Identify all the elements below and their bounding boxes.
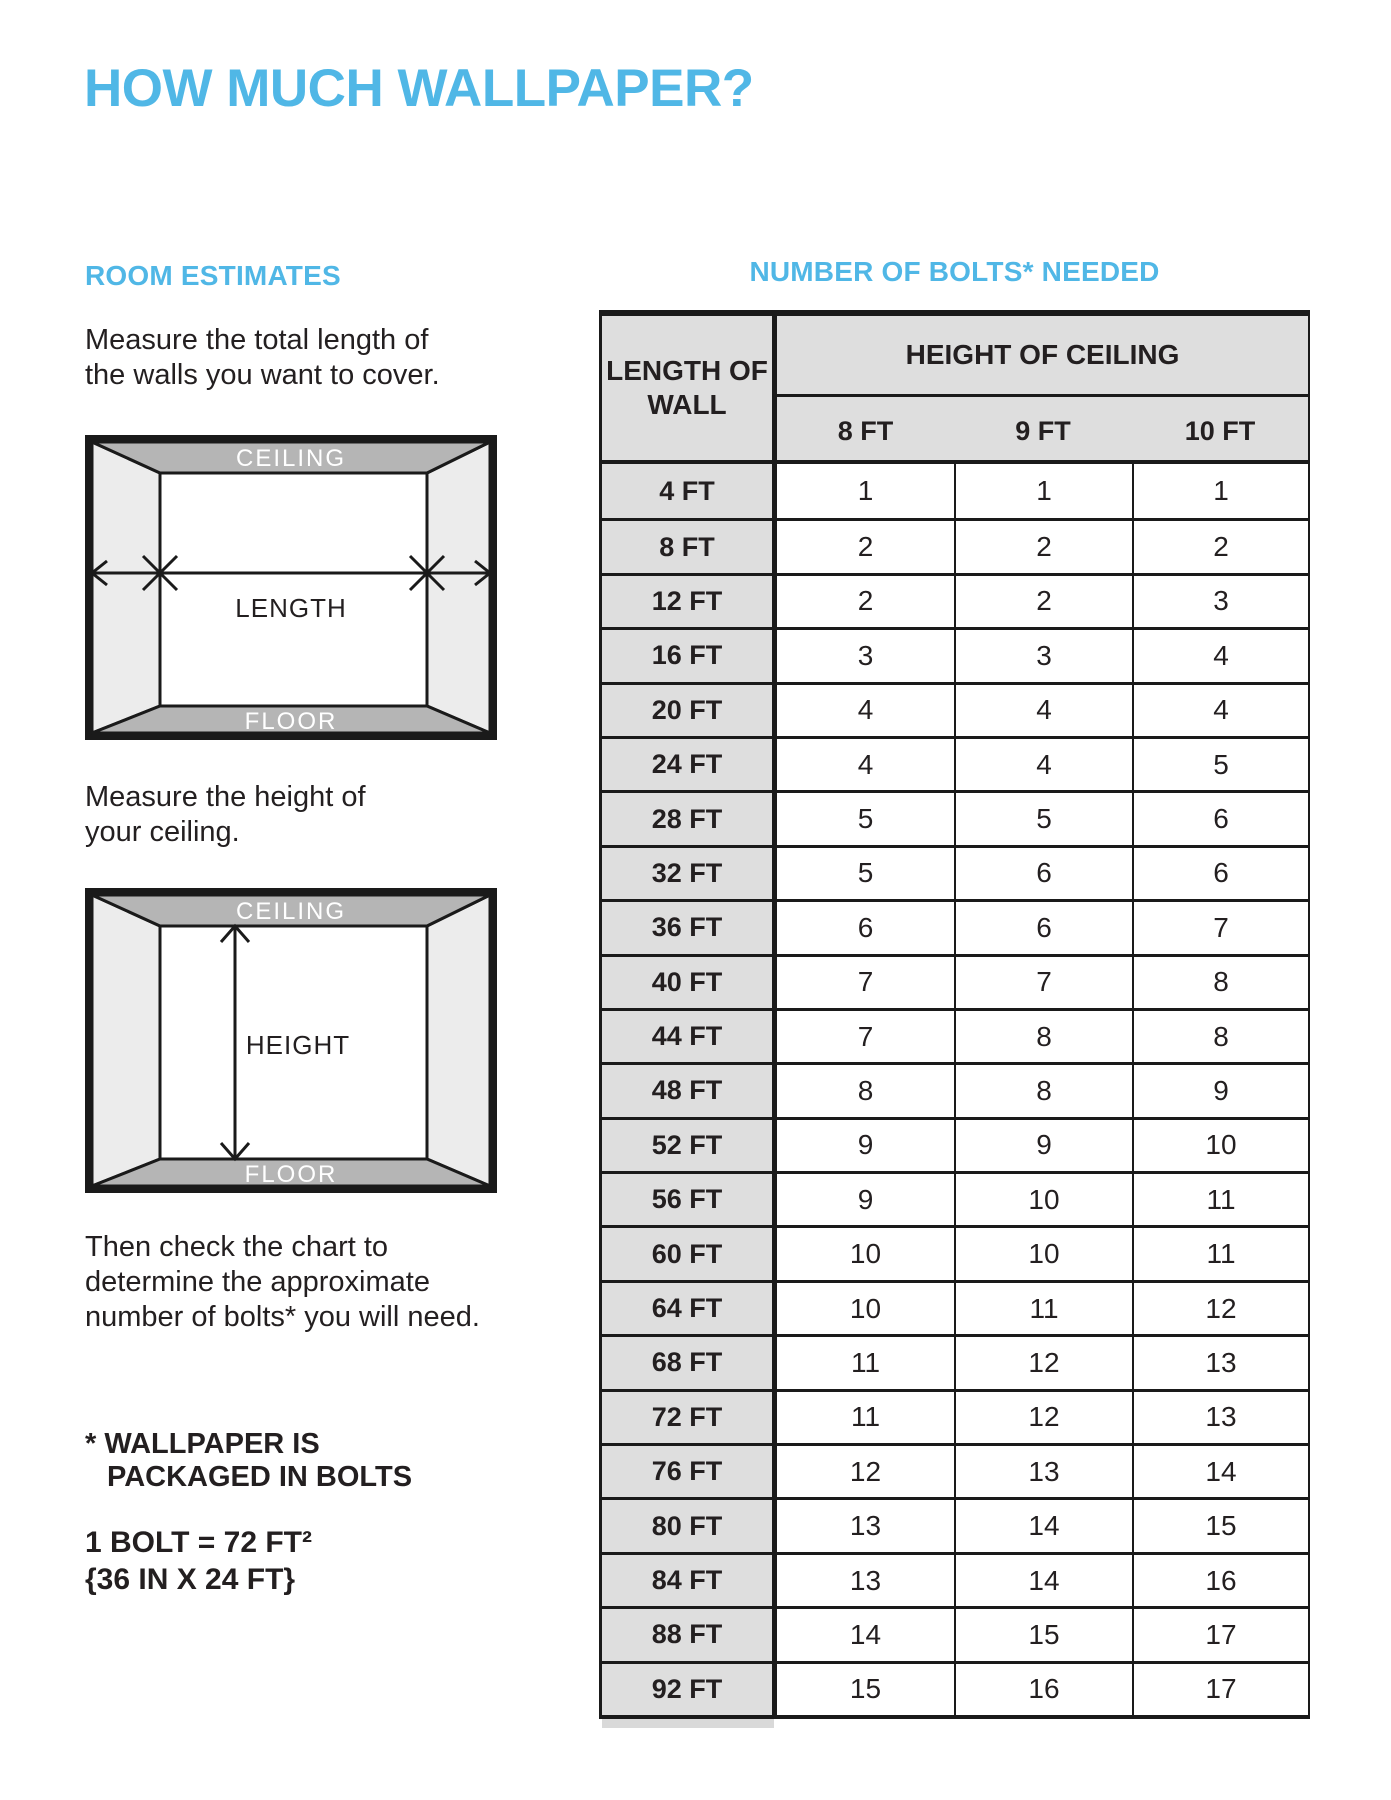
bolt-count-cell: 14 <box>954 1555 1132 1606</box>
floor-label: FLOOR <box>244 708 338 735</box>
bolt-count-cell: 10 <box>954 1174 1132 1225</box>
bolt-count-cell: 6 <box>777 902 954 953</box>
bolt-size-info <box>85 1524 312 1598</box>
bolt-table-body <box>599 460 1310 1715</box>
bolt-count-cell: 4 <box>1132 685 1310 736</box>
bolt-count-cell: 4 <box>777 685 954 736</box>
bolt-count-cell: 9 <box>1132 1065 1310 1116</box>
bolt-count-cell: 12 <box>954 1392 1132 1443</box>
bolt-count-cell: 13 <box>954 1446 1132 1497</box>
footnote-line2: PACKAGED IN BOLTS <box>107 1461 413 1493</box>
wall-length-cell: 80 FT <box>599 1500 777 1551</box>
bolt-count-cell: 1 <box>1132 464 1310 518</box>
table-row <box>599 1334 1310 1388</box>
table-header <box>599 316 1310 460</box>
bolt-count-cell: 7 <box>954 957 1132 1008</box>
bolt-count-cell: 15 <box>777 1664 954 1715</box>
wall-length-cell: 28 FT <box>599 793 777 844</box>
table-row <box>599 573 1310 627</box>
bolt-count-cell: 3 <box>954 630 1132 681</box>
bolt-count-cell: 7 <box>777 957 954 1008</box>
table-bottom-stub <box>602 1719 774 1728</box>
table-row <box>599 790 1310 844</box>
table-row <box>599 736 1310 790</box>
length-of-wall-header: LENGTH OF WALL <box>599 316 777 460</box>
bolt-count-cell: 9 <box>777 1174 954 1225</box>
bolt-dimensions: {36 IN X 24 FT} <box>85 1563 296 1596</box>
table-row <box>599 845 1310 899</box>
bolt-count-cell: 10 <box>777 1283 954 1334</box>
wall-length-cell: 52 FT <box>599 1120 777 1171</box>
table-row <box>599 682 1310 736</box>
bolt-count-cell: 6 <box>1132 848 1310 899</box>
bolt-count-cell: 2 <box>954 576 1132 627</box>
bolt-count-cell: 14 <box>954 1500 1132 1551</box>
ceiling-label: CEILING <box>235 445 347 472</box>
wall-length-cell: 68 FT <box>599 1337 777 1388</box>
step1-text <box>85 323 440 393</box>
length-label: LENGTH <box>235 593 347 623</box>
step3-line3: number of bolts* you will need. <box>85 1301 480 1333</box>
bolt-count-cell: 14 <box>777 1609 954 1660</box>
wall-length-cell: 56 FT <box>599 1174 777 1225</box>
bolt-count-cell: 14 <box>1132 1446 1310 1497</box>
footnote-line1: * WALLPAPER IS <box>85 1428 320 1460</box>
table-row <box>599 1606 1310 1660</box>
table-row <box>599 899 1310 953</box>
bolt-count-cell: 13 <box>1132 1392 1310 1443</box>
table-row <box>599 1117 1310 1171</box>
step1-line2: the walls you want to cover. <box>85 359 440 391</box>
bolt-count-cell: 6 <box>954 848 1132 899</box>
ceiling-label: CEILING <box>235 898 347 925</box>
table-row <box>599 1443 1310 1497</box>
wall-length-cell: 84 FT <box>599 1555 777 1606</box>
length-room-diagram <box>85 435 497 740</box>
bolt-count-cell: 8 <box>954 1065 1132 1116</box>
step1-line1: Measure the total length of <box>85 324 429 356</box>
floor-label: FLOOR <box>244 1161 338 1188</box>
wall-length-cell: 44 FT <box>599 1011 777 1062</box>
bolt-count-cell: 11 <box>954 1283 1132 1334</box>
bolt-count-cell: 5 <box>954 793 1132 844</box>
wall-length-cell: 92 FT <box>599 1664 777 1715</box>
table-row <box>599 1389 1310 1443</box>
wall-length-cell: 60 FT <box>599 1228 777 1279</box>
bolt-count-cell: 4 <box>777 739 954 790</box>
bolt-count-cell: 13 <box>777 1555 954 1606</box>
height-label: HEIGHT <box>245 1030 351 1060</box>
step2-line1: Measure the height of <box>85 781 366 813</box>
table-row <box>599 1171 1310 1225</box>
column-header-10ft: 10 FT <box>1184 416 1256 446</box>
bolt-count-cell: 10 <box>1132 1120 1310 1171</box>
table-row <box>599 1497 1310 1551</box>
right-wall <box>427 895 490 1186</box>
bolt-count-cell: 9 <box>954 1120 1132 1171</box>
wall-length-cell: 12 FT <box>599 576 777 627</box>
wall-length-cell: 20 FT <box>599 685 777 736</box>
height-of-ceiling-header: HEIGHT OF CEILING <box>777 316 1310 397</box>
back-wall <box>160 473 427 706</box>
bolt-count-cell: 3 <box>777 630 954 681</box>
bolt-count-cell: 16 <box>1132 1555 1310 1606</box>
step3-line2: determine the approximate <box>85 1266 430 1298</box>
wall-length-cell: 32 FT <box>599 848 777 899</box>
bolt-count-cell: 1 <box>954 464 1132 518</box>
bolt-count-cell: 3 <box>1132 576 1310 627</box>
bolt-count-cell: 10 <box>777 1228 954 1279</box>
bolt-count-cell: 11 <box>1132 1174 1310 1225</box>
step3-text <box>85 1230 480 1335</box>
wall-length-cell: 64 FT <box>599 1283 777 1334</box>
bolt-count-cell: 4 <box>954 685 1132 736</box>
table-row <box>599 1280 1310 1334</box>
length-room-illustration <box>85 435 497 740</box>
bolt-count-cell: 2 <box>777 576 954 627</box>
table-row <box>599 464 1310 518</box>
bolt-count-cell: 5 <box>777 848 954 899</box>
bolt-count-cell: 4 <box>1132 630 1310 681</box>
bolt-count-cell: 5 <box>1132 739 1310 790</box>
page-title: HOW MUCH WALLPAPER? <box>84 59 754 118</box>
wall-length-cell: 36 FT <box>599 902 777 953</box>
column-header-9ft: 9 FT <box>1015 416 1071 446</box>
bolt-count-cell: 8 <box>954 1011 1132 1062</box>
height-room-diagram <box>85 888 497 1193</box>
bolt-count-cell: 1 <box>777 464 954 518</box>
bolt-count-cell: 17 <box>1132 1664 1310 1715</box>
step3-line1: Then check the chart to <box>85 1231 389 1263</box>
column-header-8ft: 8 FT <box>837 416 894 446</box>
bolt-count-cell: 5 <box>777 793 954 844</box>
room-estimates-heading: ROOM ESTIMATES <box>85 260 341 291</box>
height-room-illustration <box>85 888 497 1193</box>
bolt-count-cell: 11 <box>777 1392 954 1443</box>
bolt-count-cell: 15 <box>954 1609 1132 1660</box>
bolts-footnote <box>85 1428 412 1494</box>
bolt-count-cell: 16 <box>954 1664 1132 1715</box>
ceiling-height-subheaders <box>777 397 1310 460</box>
table-row <box>599 627 1310 681</box>
bolt-count-cell: 6 <box>954 902 1132 953</box>
bolt-count-cell: 15 <box>1132 1500 1310 1551</box>
height-of-ceiling-header-group <box>777 316 1310 460</box>
bolt-count-cell: 10 <box>954 1228 1132 1279</box>
bolt-count-cell: 7 <box>777 1011 954 1062</box>
wall-length-cell: 8 FT <box>599 521 777 572</box>
bolt-equation: 1 BOLT = 72 FT² <box>85 1526 312 1559</box>
bolt-count-cell: 8 <box>1132 1011 1310 1062</box>
bolt-count-cell: 12 <box>954 1337 1132 1388</box>
bolt-count-cell: 11 <box>1132 1228 1310 1279</box>
bolt-count-cell: 11 <box>777 1337 954 1388</box>
step2-text <box>85 780 366 850</box>
bolt-count-cell: 13 <box>1132 1337 1310 1388</box>
wall-length-cell: 40 FT <box>599 957 777 1008</box>
table-row <box>599 1062 1310 1116</box>
step2-line2: your ceiling. <box>85 816 240 848</box>
right-wall <box>427 442 490 733</box>
left-wall <box>92 895 160 1186</box>
bolt-count-cell: 2 <box>777 521 954 572</box>
bolt-count-cell: 2 <box>1132 521 1310 572</box>
bolt-count-cell: 9 <box>777 1120 954 1171</box>
bolt-count-cell: 7 <box>1132 902 1310 953</box>
bolt-count-cell: 12 <box>1132 1283 1310 1334</box>
table-row <box>599 1225 1310 1279</box>
bolt-count-cell: 4 <box>954 739 1132 790</box>
table-row <box>599 1008 1310 1062</box>
bolt-count-cell: 13 <box>777 1500 954 1551</box>
table-row <box>599 1552 1310 1606</box>
table-row <box>599 1661 1310 1715</box>
wall-length-cell: 76 FT <box>599 1446 777 1497</box>
table-row <box>599 954 1310 1008</box>
bolt-count-cell: 12 <box>777 1446 954 1497</box>
table-row <box>599 518 1310 572</box>
bolts-table <box>599 310 1310 1728</box>
bolt-count-cell: 8 <box>777 1065 954 1116</box>
wall-length-cell: 16 FT <box>599 630 777 681</box>
wall-length-cell: 48 FT <box>599 1065 777 1116</box>
left-wall <box>92 442 160 733</box>
bolt-count-cell: 8 <box>1132 957 1310 1008</box>
bolts-needed-heading: NUMBER OF BOLTS* NEEDED <box>749 256 1160 287</box>
bolt-count-cell: 17 <box>1132 1609 1310 1660</box>
wall-length-cell: 88 FT <box>599 1609 777 1660</box>
bolt-count-cell: 2 <box>954 521 1132 572</box>
wall-length-cell: 24 FT <box>599 739 777 790</box>
wall-length-cell: 4 FT <box>599 464 777 518</box>
bolt-count-cell: 6 <box>1132 793 1310 844</box>
wall-length-cell: 72 FT <box>599 1392 777 1443</box>
